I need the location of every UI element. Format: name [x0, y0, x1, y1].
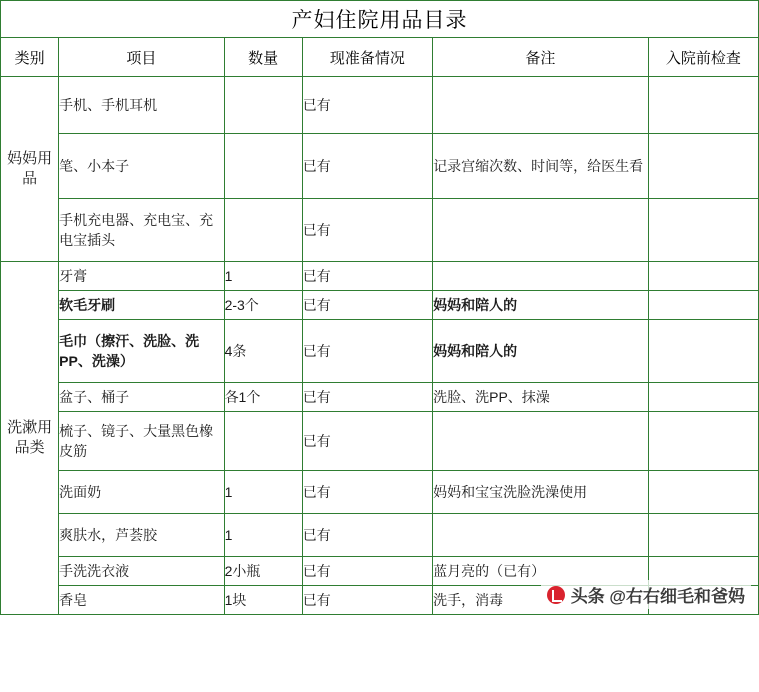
item-note	[433, 199, 649, 262]
item-name: 手洗洗衣液	[59, 557, 224, 586]
item-name: 手机充电器、充电宝、充电宝插头	[59, 199, 224, 262]
table-row	[1, 320, 759, 383]
item-name: 手机、手机耳机	[59, 77, 224, 134]
item-note: 妈妈和陪人的	[433, 320, 649, 383]
item-status: 已有	[302, 383, 432, 412]
item-check	[648, 514, 758, 557]
table-row	[1, 262, 759, 291]
item-note: 洗手，消毒	[433, 586, 649, 615]
item-check	[648, 134, 758, 199]
item-check	[648, 412, 758, 471]
item-name: 盆子、桶子	[59, 383, 224, 412]
toutiao-logo-icon	[547, 586, 565, 604]
table-row	[1, 471, 759, 514]
document-title: 产妇住院用品目录	[1, 1, 759, 38]
item-status: 已有	[302, 262, 432, 291]
item-quantity: 1	[224, 262, 302, 291]
item-quantity	[224, 412, 302, 471]
item-name: 梳子、镜子、大量黑色橡皮筋	[59, 412, 224, 471]
item-name: 笔、小本子	[59, 134, 224, 199]
item-check	[648, 383, 758, 412]
item-check	[648, 199, 758, 262]
column-header-quantity: 数量	[224, 38, 302, 77]
item-note	[433, 262, 649, 291]
table-row	[1, 77, 759, 134]
item-name: 爽肤水，芦荟胶	[59, 514, 224, 557]
item-quantity: 1	[224, 471, 302, 514]
item-name: 毛巾（擦汗、洗脸、洗PP、洗澡）	[59, 320, 224, 383]
item-status: 已有	[302, 557, 432, 586]
table-row	[1, 291, 759, 320]
item-note: 妈妈和宝宝洗脸洗澡使用	[433, 471, 649, 514]
item-check	[648, 471, 758, 514]
item-status: 已有	[302, 586, 432, 615]
item-name: 香皂	[59, 586, 224, 615]
item-status: 已有	[302, 77, 432, 134]
table-row	[1, 199, 759, 262]
item-status: 已有	[302, 471, 432, 514]
item-quantity: 4条	[224, 320, 302, 383]
item-check	[648, 291, 758, 320]
item-quantity: 2小瓶	[224, 557, 302, 586]
item-name: 牙膏	[59, 262, 224, 291]
table-row	[1, 514, 759, 557]
item-note: 记录宫缩次数、时间等，给医生看	[433, 134, 649, 199]
column-header-category: 类别	[1, 38, 59, 77]
table-header-row	[1, 38, 759, 77]
column-header-item: 项目	[59, 38, 224, 77]
item-check	[648, 320, 758, 383]
item-quantity: 2-3个	[224, 291, 302, 320]
column-header-check: 入院前检查	[648, 38, 758, 77]
item-quantity	[224, 199, 302, 262]
item-quantity	[224, 77, 302, 134]
item-status: 已有	[302, 291, 432, 320]
table-row	[1, 134, 759, 199]
table-row	[1, 383, 759, 412]
item-note	[433, 412, 649, 471]
item-note	[433, 77, 649, 134]
watermark-text: 头条 @右右细毛和爸妈	[570, 587, 745, 606]
item-name: 软毛牙刷	[59, 291, 224, 320]
item-note	[433, 514, 649, 557]
item-check	[648, 262, 758, 291]
title-row	[1, 1, 759, 38]
category-label-washing: 洗漱用品类	[1, 262, 59, 615]
item-quantity: 各1个	[224, 383, 302, 412]
category-label-mama: 妈妈用品	[1, 77, 59, 262]
item-status: 已有	[302, 199, 432, 262]
item-check	[648, 77, 758, 134]
table-row	[1, 412, 759, 471]
item-note: 妈妈和陪人的	[433, 291, 649, 320]
item-note: 蓝月亮的（已有）	[433, 557, 649, 586]
item-status: 已有	[302, 134, 432, 199]
item-status: 已有	[302, 412, 432, 471]
column-header-note: 备注	[433, 38, 649, 77]
item-name: 洗面奶	[59, 471, 224, 514]
item-note: 洗脸、洗PP、抹澡	[433, 383, 649, 412]
item-status: 已有	[302, 320, 432, 383]
item-quantity: 1	[224, 514, 302, 557]
item-status: 已有	[302, 514, 432, 557]
item-quantity: 1块	[224, 586, 302, 615]
item-quantity	[224, 134, 302, 199]
column-header-status: 现准备情况	[302, 38, 432, 77]
watermark	[541, 580, 751, 609]
